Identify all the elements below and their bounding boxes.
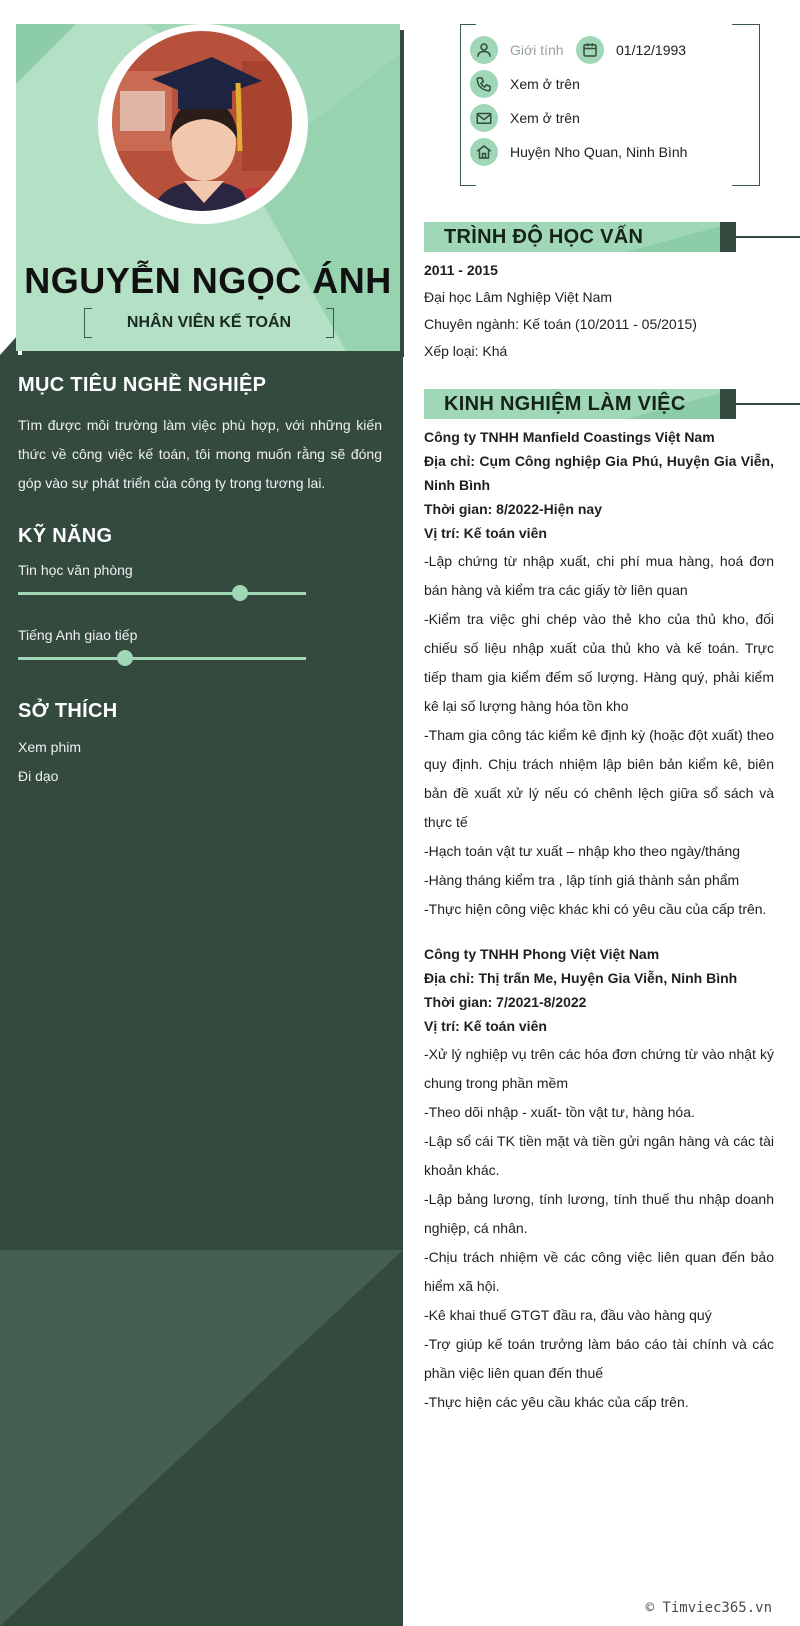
education-major: Chuyên ngành: Kế toán (10/2011 - 05/2015) [424, 316, 697, 332]
mail-icon [470, 104, 498, 132]
job-task: -Xử lý nghiệp vụ trên các hóa đơn chứng từ vào nhật ký chung trong phần mềm [424, 1046, 774, 1091]
objective-section [18, 374, 382, 498]
footer-credit: © Timviec365.vn [645, 1600, 772, 1616]
education-heading-bar [424, 222, 800, 252]
job-company: Công ty TNHH Phong Việt Việt Nam [424, 946, 660, 962]
job-position: Vị trí: Kế toán viên [424, 525, 547, 541]
heading-line [736, 236, 800, 238]
job-company: Công ty TNHH Manfield Coastings Việt Nam [424, 429, 715, 445]
phone-icon [470, 70, 498, 98]
job-time: Thời gian: 7/2021-8/2022 [424, 994, 587, 1010]
contact-row-email [470, 104, 580, 132]
job-task: -Trợ giúp kế toán trưởng làm báo cáo tài chính và các phần việc liên quan đến thuế [424, 1336, 774, 1381]
job-address: Địa chỉ: Thị trấn Me, Huyện Gia Viễn, Ninh Bình [424, 970, 738, 986]
avatar [112, 31, 292, 211]
education-school: Đại học Lâm Nghiệp Việt Nam [424, 289, 613, 305]
job-task: -Lập bảng lương, tính lương, tính thuế thu nhập doanh nghiệp, cá nhân. [424, 1191, 774, 1236]
hobby-item: Xem phim [18, 739, 82, 755]
education-section [424, 258, 774, 366]
hobby-item: Đi dạo [18, 768, 59, 784]
skill-level-knob [232, 585, 248, 601]
job-task: -Hàng tháng kiểm tra , lập tính giá thành sản phẩm [424, 872, 740, 888]
skills-heading: KỸ NĂNG [18, 525, 113, 547]
job-title-frame [84, 308, 334, 338]
candidate-name: NGUYỄN NGỌC ÁNH [24, 260, 392, 301]
home-icon [470, 138, 498, 166]
heading-bar-end [720, 222, 736, 252]
portrait-photo [112, 31, 292, 211]
job-task: -Lập sổ cái TK tiền mặt và tiền gửi ngân hàng và các tài khoản khác. [424, 1133, 774, 1178]
job-time: Thời gian: 8/2022-Hiện nay [424, 501, 603, 517]
hobbies-section [18, 700, 382, 791]
address: Huyện Nho Quan, Ninh Bình [510, 144, 688, 160]
objective-text: Tìm được môi trường làm việc phù hợp, với những kiến thức về công việc kế toán, tôi mong muốn rằng sẽ đóng góp vào sự phát triển của công ty trong tương lai. [18, 417, 382, 491]
email: Xem ở trên [510, 110, 580, 126]
job-task: -Lập chứng từ nhập xuất, chi phí mua hàng, hoá đơn bán hàng và kiểm tra các giấy tờ liên quan [424, 553, 774, 598]
objective-heading: MỤC TIÊU NGHỀ NGHIỆP [18, 374, 267, 396]
experience-heading: KINH NGHIỆM LÀM VIỆC [444, 393, 686, 415]
skill-level-knob [117, 650, 133, 666]
job-task: -Thực hiện các yêu cầu khác của cấp trên. [424, 1394, 689, 1410]
job-task: -Kiểm tra việc ghi chép vào thẻ kho của thủ kho, đối chiếu số liệu nhập xuất của thủ kho và kế toán. Trực tiếp tham gia kiểm đếm số lượng. Hàng quý, phải kiểm kê lại số lượng hàng hóa tồn kho [424, 611, 774, 714]
calendar-icon [576, 36, 604, 64]
experience-heading-bar [424, 389, 800, 419]
contact-row-phone [470, 70, 580, 98]
skill-bar [18, 592, 306, 595]
skill-name: Tiếng Anh giao tiếp [18, 627, 138, 643]
contact-row-gender-birthday [470, 36, 686, 64]
birthday: 01/12/1993 [616, 42, 687, 58]
job-task: -Theo dõi nhập - xuất- tồn vật tư, hàng hóa. [424, 1104, 695, 1120]
job-task: -Chịu trách nhiệm về các công việc liên quan đến bảo hiểm xã hội. [424, 1249, 774, 1294]
education-grade: Xếp loại: Khá [424, 343, 508, 359]
hobbies-heading: SỞ THÍCH [18, 700, 118, 722]
education-heading: TRÌNH ĐỘ HỌC VẤN [444, 226, 644, 248]
contact-bracket-right [732, 24, 760, 186]
contact-box [460, 24, 760, 186]
job-task: -Thực hiện công việc khác khi có yêu cầu của cấp trên. [424, 901, 767, 917]
contact-row-address [470, 138, 687, 166]
skills-section [18, 525, 382, 692]
decorative-triangle [0, 1250, 403, 1626]
job-entry [424, 425, 774, 924]
heading-bar-end [720, 389, 736, 419]
education-period: 2011 - 2015 [424, 262, 498, 278]
skill-name: Tin học văn phòng [18, 562, 133, 578]
gender-placeholder: Giới tính [510, 42, 564, 58]
skill-bar [18, 657, 306, 660]
job-task: -Tham gia công tác kiểm kê định kỳ (hoặc đột xuất) theo quy định. Chịu trách nhiệm lập biên bản kiểm kê, biên bản đề xuất xử lý nếu có chênh lệch giữa sổ sách và thực tế [424, 727, 774, 830]
heading-line [736, 403, 800, 405]
job-entry [424, 942, 774, 1417]
user-icon [470, 36, 498, 64]
job-task: -Hạch toán vật tư xuất – nhập kho theo ngày/tháng [424, 843, 741, 859]
job-task: -Kê khai thuế GTGT đầu ra, đầu vào hàng quý [424, 1307, 712, 1323]
job-position: Vị trí: Kế toán viên [424, 1018, 547, 1034]
phone: Xem ở trên [510, 76, 580, 92]
job-title: NHÂN VIÊN KẾ TOÁN [126, 314, 292, 331]
job-address: Địa chỉ: Cụm Công nghiệp Gia Phú, Huyện Gia Viễn, Ninh Bình [424, 453, 774, 493]
